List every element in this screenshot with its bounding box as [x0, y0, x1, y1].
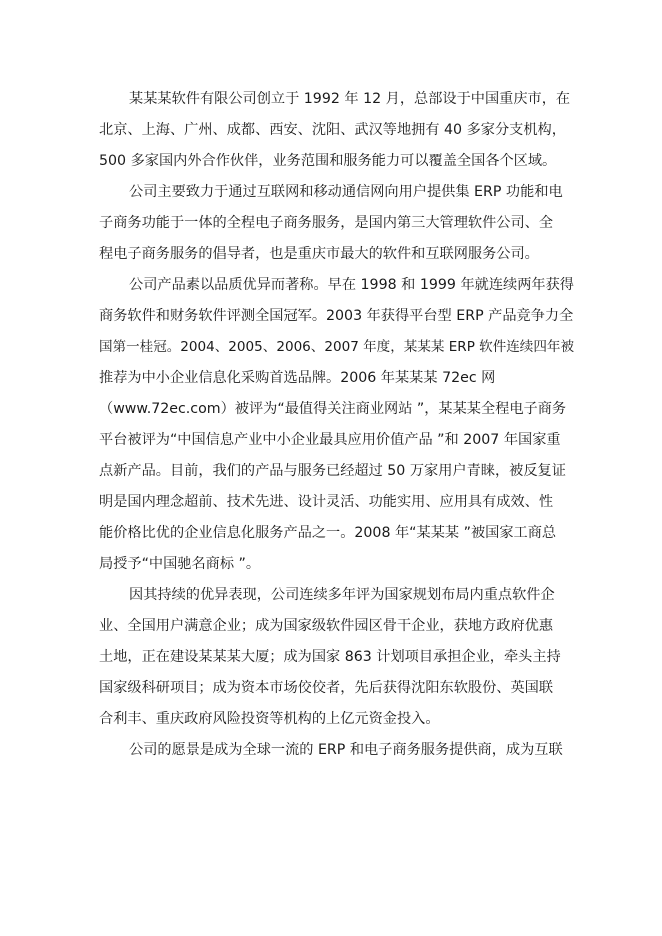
paragraph-2-line-2: 子商务功能于一体的全程电子商务服务，是国内第三大管理软件公司、全: [99, 215, 554, 231]
paragraph-3-line-5: （www.72ec.com）被评为“最值得关注商业网站 ”，某某某全程电子商务: [99, 401, 567, 417]
paragraph-4-line-3: 土地，正在建设某某某大厦；成为国家 863 计划项目承担企业，牵头主持: [99, 649, 561, 665]
paragraph-3-line-3: 国第一桂冠。2004、2005、2006、2007 年度，某某某 ERP 软件连续四年被: [99, 339, 574, 355]
paragraph-3-line-4: 推荐为中小企业信息化采购首选品牌。2006 年某某某 72ec 网: [99, 370, 496, 386]
paragraph-1-line-3: 500 多家国内外合作伙伴，业务范围和服务能力可以覆盖全国各个区域。: [99, 153, 557, 169]
paragraph-3-line-6: 平台被评为“中国信息产业中小企业最具应用价值产品 ”和 2007 年国家重: [99, 432, 561, 448]
paragraph-3-line-7: 点新产品。目前，我们的产品与服务已经超过 50 万家用户青睐，被反复证: [99, 463, 566, 479]
paragraph-2-line-1: 公司主要致力于通过互联网和移动通信网向用户提供集 ERP 功能和电: [129, 184, 563, 200]
paragraph-3-line-8: 明是国内理念超前、技术先进、设计灵活、功能实用、应用具有成效、性: [99, 494, 554, 510]
paragraph-1-line-1: 某某某软件有限公司创立于 1992 年 12 月，总部设于中国重庆市，在: [129, 91, 571, 107]
paragraph-2-line-3: 程电子商务服务的倡导者，也是重庆市最大的软件和互联网服务公司。: [99, 246, 539, 262]
paragraph-3-line-10: 局授予“中国驰名商标 ”。: [99, 556, 261, 572]
paragraph-4-line-5: 合利丰、重庆政府风险投资等机构的上亿元资金投入。: [99, 711, 440, 727]
paragraph-4-line-1: 因其持续的优异表现，公司连续多年评为国家规划布局内重点软件企: [129, 587, 555, 603]
paragraph-3-line-9: 能价格比优的企业信息化服务产品之一。2008 年“某某某 ”被国家工商总: [99, 525, 557, 541]
paragraph-1-line-2: 北京、上海、广州、成都、西安、沈阳、武汉等地拥有 40 多家分支机构，: [99, 122, 566, 138]
paragraph-3-line-2: 商务软件和财务软件评测全国冠军。2003 年获得平台型 ERP 产品竞争力全: [99, 308, 574, 324]
paragraph-4-line-2: 业、全国用户满意企业；成为国家级软件园区骨干企业，获地方政府优惠: [99, 618, 554, 634]
paragraph-3-line-1: 公司产品素以品质优异而著称。早在 1998 和 1999 年就连续两年获得: [129, 277, 574, 293]
paragraph-4-line-4: 国家级科研项目；成为资本市场佼佼者，先后获得沈阳东软股份、英国联: [99, 680, 554, 696]
document-body: [99, 84, 579, 766]
paragraph-5-line-1: 公司的愿景是成为全球一流的 ERP 和电子商务服务提供商，成为互联: [129, 742, 563, 758]
